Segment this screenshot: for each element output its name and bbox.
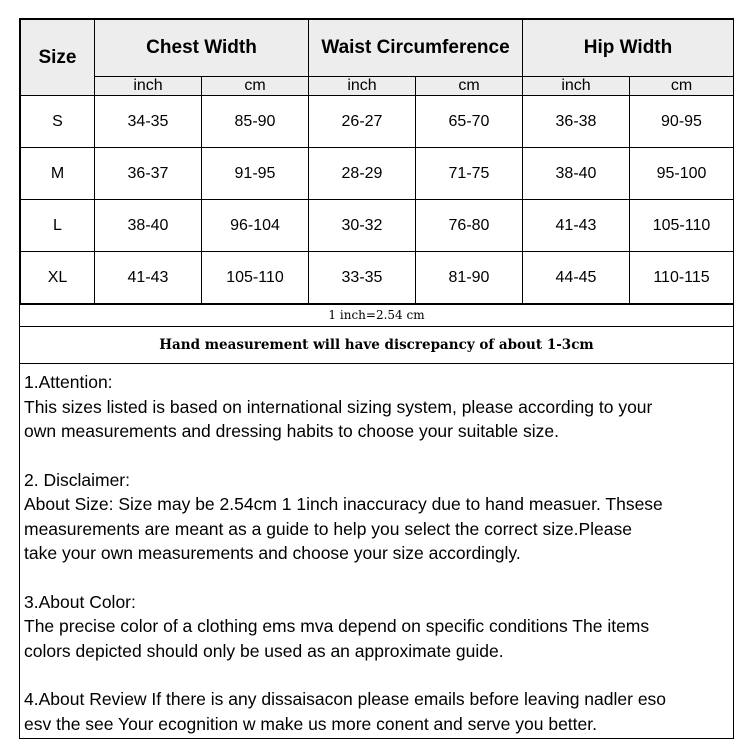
note-line: colors depicted should only be used as an approximate guide. (24, 640, 504, 661)
attention-note (24, 370, 729, 444)
table-row (21, 200, 734, 252)
size-cell: S (21, 96, 95, 148)
chest-inch-cell: 38-40 (95, 200, 202, 252)
disclaimer-note (24, 468, 729, 566)
chest-inch-cell: 36-37 (95, 148, 202, 200)
measurement-note: Hand measurement will have discrepancy of about 1-3cm (20, 326, 733, 363)
size-cell: XL (21, 252, 95, 304)
note-title: 2. Disclaimer: (24, 469, 130, 490)
unit-label: cm (202, 77, 309, 96)
chest-cm-cell: 91-95 (202, 148, 309, 200)
unit-label: inch (95, 77, 202, 96)
chest-cm-cell: 105-110 (202, 252, 309, 304)
waist-cm-cell: 65-70 (416, 96, 523, 148)
note-title: 1.Attention: (24, 372, 113, 392)
hip-width-header: Hip Width (523, 20, 734, 77)
hip-cm-cell: 95-100 (630, 148, 734, 200)
hip-cm-cell: 110-115 (630, 252, 734, 304)
chest-cm-cell: 96-104 (202, 200, 309, 252)
table-row (21, 252, 734, 304)
size-chart-sheet (19, 18, 734, 739)
chest-width-header: Chest Width (95, 20, 309, 77)
note-line: This sizes listed is based on international sizing system, please according to your (24, 396, 653, 417)
note-title: 3.About Color: (24, 591, 136, 612)
hip-inch-cell: 36-38 (523, 96, 630, 148)
waist-inch-cell: 30-32 (309, 200, 416, 252)
hip-inch-cell: 38-40 (523, 148, 630, 200)
waist-circumference-header: Waist Circumference (309, 20, 523, 77)
notes-section (20, 363, 733, 736)
color-note (24, 590, 729, 664)
chest-inch-cell: 41-43 (95, 252, 202, 304)
waist-inch-cell: 28-29 (309, 148, 416, 200)
note-line: take your own measurements and choose your size accordingly. (24, 543, 521, 563)
hip-cm-cell: 105-110 (630, 200, 734, 252)
hip-inch-cell: 44-45 (523, 252, 630, 304)
note-line: esv the see Your ecognition w make us more conent and serve you better. (24, 713, 597, 734)
note-line: About Size: Size may be 2.54cm 1 1inch inaccuracy due to hand measuer. Thsese (24, 494, 663, 514)
unit-label: inch (523, 77, 630, 96)
chest-cm-cell: 85-90 (202, 96, 309, 148)
note-line: 4.About Review If there is any dissaisacon please emails before leaving nadler eso (24, 689, 667, 709)
table-row (21, 148, 734, 200)
table-row (21, 96, 734, 148)
hip-inch-cell: 41-43 (523, 200, 630, 252)
note-line: The precise color of a clothing ems mva depend on specific conditions The items (24, 616, 650, 636)
units-row (21, 77, 734, 96)
size-header: Size (21, 20, 95, 96)
note-line: measurements are meant as a guide to help you select the correct size.Please (24, 518, 632, 539)
header-row (21, 20, 734, 77)
conversion-note: 1 inch=2.54 cm (20, 304, 733, 326)
waist-cm-cell: 71-75 (416, 148, 523, 200)
waist-cm-cell: 76-80 (416, 200, 523, 252)
note-line: own measurements and dressing habits to choose your suitable size. (24, 421, 560, 441)
unit-label: inch (309, 77, 416, 96)
unit-label: cm (630, 77, 734, 96)
chest-inch-cell: 34-35 (95, 96, 202, 148)
review-note (24, 687, 729, 736)
waist-cm-cell: 81-90 (416, 252, 523, 304)
waist-inch-cell: 33-35 (309, 252, 416, 304)
size-cell: M (21, 148, 95, 200)
unit-label: cm (416, 77, 523, 96)
size-cell: L (21, 200, 95, 252)
waist-inch-cell: 26-27 (309, 96, 416, 148)
size-table (20, 19, 734, 304)
hip-cm-cell: 90-95 (630, 96, 734, 148)
